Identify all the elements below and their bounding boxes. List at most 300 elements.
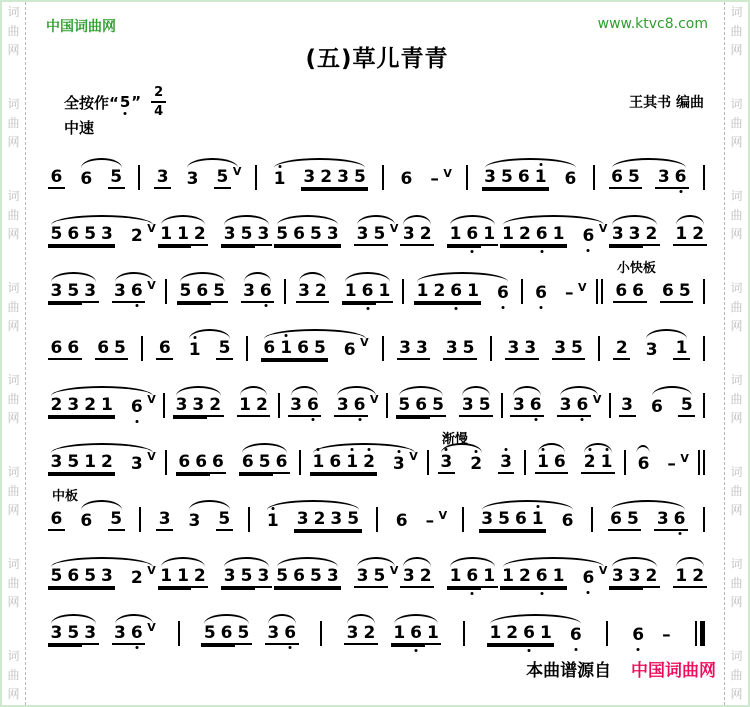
- slur-note-group: [609, 158, 689, 189]
- border-char-group: [2, 98, 25, 149]
- border-char: 曲: [730, 116, 743, 130]
- border-char-group: [2, 374, 25, 425]
- note: 3: [190, 395, 207, 417]
- measure: [264, 500, 361, 531]
- note: 3: [265, 623, 282, 645]
- second-underline: [532, 189, 549, 191]
- border-char: 网: [7, 43, 20, 57]
- measure: [48, 215, 156, 246]
- second-underline: [344, 474, 361, 476]
- slur-note-group: [609, 557, 660, 588]
- measure: [173, 386, 270, 417]
- note: 6: [65, 566, 82, 588]
- border-char-group: [725, 650, 748, 701]
- note: 5: [371, 566, 388, 588]
- note: 5: [396, 395, 413, 417]
- border-char: 曲: [730, 208, 743, 222]
- breath-mark: V: [147, 279, 156, 292]
- slur-note-group: [274, 557, 341, 588]
- note-group: [635, 445, 689, 474]
- border-char: 词: [730, 189, 743, 203]
- note: 5: [351, 167, 368, 189]
- note: 5: [65, 281, 82, 303]
- breath-mark: V: [360, 336, 369, 349]
- second-underline: [221, 246, 238, 248]
- second-underline: [201, 645, 218, 647]
- second-underline: [500, 246, 517, 248]
- tuning-note: 5: [119, 93, 131, 111]
- note: 6: [580, 568, 597, 588]
- note: 1: [175, 224, 192, 246]
- border-char: 曲: [730, 300, 743, 314]
- border-char: 曲: [7, 576, 20, 590]
- border-char-group: [2, 558, 25, 609]
- second-underline: [301, 189, 318, 191]
- note: 2: [191, 566, 208, 588]
- note: 5: [48, 224, 65, 246]
- measure: [396, 386, 493, 417]
- border-char: 词: [730, 281, 743, 295]
- note: 6: [512, 509, 529, 531]
- second-underline: [82, 417, 99, 419]
- breath-mark: V: [680, 452, 689, 465]
- second-underline: [448, 303, 465, 305]
- note: 5: [82, 566, 99, 588]
- decorative-border-left: [2, 2, 26, 705]
- second-underline: [311, 531, 328, 533]
- note: 6: [494, 283, 511, 303]
- note: 3: [65, 395, 82, 417]
- tempo-label: 小快板: [616, 261, 656, 276]
- barline: [178, 621, 180, 646]
- breath-mark: V: [592, 393, 602, 406]
- note: 2: [516, 224, 533, 246]
- note: 2: [48, 395, 65, 417]
- final-barline: [695, 621, 705, 646]
- note: 6: [261, 338, 278, 360]
- slur-note-group: [400, 215, 434, 246]
- slur-note-group: [48, 443, 156, 474]
- second-underline: [65, 303, 82, 305]
- barline: [163, 393, 165, 418]
- barline: [591, 507, 593, 532]
- measure: [533, 274, 587, 303]
- note: 3: [328, 509, 345, 531]
- note: 3: [655, 167, 672, 189]
- note-group: [48, 158, 65, 189]
- measure: [48, 272, 156, 303]
- barline: [703, 507, 705, 532]
- note: 2: [613, 338, 630, 360]
- measure: [613, 329, 690, 360]
- note: 6: [65, 224, 82, 246]
- note: 2: [312, 281, 329, 303]
- breath-mark: V: [598, 564, 608, 577]
- border-char: 网: [730, 227, 743, 241]
- breath-mark: V: [443, 167, 452, 180]
- second-underline: [48, 645, 65, 647]
- barline: [284, 279, 286, 304]
- second-underline: [408, 645, 425, 647]
- note: 5: [460, 338, 477, 360]
- measure: [397, 329, 477, 360]
- measure: [500, 557, 608, 588]
- note: 6: [533, 283, 550, 303]
- note: 6: [218, 623, 235, 645]
- note: 6: [273, 452, 290, 474]
- slur-note-group: [310, 443, 418, 474]
- measure: [310, 443, 418, 474]
- border-char: 词: [730, 5, 743, 19]
- note-group: [613, 272, 647, 303]
- dash-note: –: [430, 169, 439, 189]
- slur-note-group: [479, 500, 576, 531]
- border-char: 网: [730, 43, 743, 57]
- breath-mark: V: [409, 450, 418, 463]
- barline: [139, 507, 141, 532]
- time-signature: [151, 86, 166, 118]
- border-char-group: [725, 466, 748, 517]
- note: 3: [400, 224, 417, 246]
- measure: [505, 329, 585, 360]
- second-underline: [193, 474, 210, 476]
- second-underline: [175, 588, 192, 590]
- measure: [482, 158, 579, 189]
- border-char: 词: [730, 465, 743, 479]
- measure: [609, 158, 689, 189]
- score: [46, 141, 708, 645]
- note: 3: [186, 169, 199, 189]
- second-underline: [82, 588, 99, 590]
- note: 3: [188, 511, 201, 531]
- note: 6: [257, 281, 274, 303]
- measure: [609, 215, 706, 246]
- note: 1: [264, 511, 281, 531]
- barline: [376, 507, 378, 532]
- measure: [201, 614, 298, 645]
- measure: [400, 557, 497, 588]
- second-underline: [550, 246, 567, 248]
- note: 3: [344, 623, 361, 645]
- slur-note-group: [48, 272, 99, 303]
- measure: [177, 272, 274, 303]
- note: 3: [482, 167, 499, 189]
- second-underline: [465, 303, 482, 305]
- dash-note: –: [425, 511, 435, 531]
- barline: [382, 336, 384, 361]
- note: 6: [551, 452, 568, 474]
- border-char-group: [2, 650, 25, 701]
- note: 5: [108, 167, 125, 189]
- slur-note-group: [673, 215, 707, 246]
- note: 2: [417, 566, 434, 588]
- breath-mark: V: [147, 564, 156, 577]
- note: 6: [464, 224, 481, 246]
- second-underline: [521, 645, 538, 647]
- note: 5: [216, 338, 233, 360]
- note: 1: [82, 452, 99, 474]
- measure: [414, 272, 511, 303]
- second-underline: [324, 588, 341, 590]
- note: 3: [48, 623, 65, 645]
- second-underline: [464, 246, 481, 248]
- note: 3: [390, 454, 407, 474]
- measure: [344, 614, 441, 645]
- border-char: 网: [730, 595, 743, 609]
- barline: [299, 450, 301, 475]
- border-char: 词: [730, 649, 743, 663]
- double-barline: [596, 279, 603, 304]
- note: 3: [552, 338, 569, 360]
- border-char: 曲: [7, 208, 20, 222]
- second-underline: [190, 417, 207, 419]
- note: 1: [673, 338, 690, 360]
- barline: [141, 336, 143, 361]
- breath-mark: V: [577, 281, 587, 294]
- second-underline: [496, 531, 513, 533]
- barline: [320, 621, 322, 646]
- second-underline: [310, 474, 327, 476]
- border-char-group: [725, 282, 748, 333]
- site-name-link[interactable]: 中国词曲网: [46, 19, 116, 35]
- note: 2: [318, 167, 335, 189]
- border-char: 曲: [7, 116, 20, 130]
- second-underline: [479, 531, 496, 533]
- second-underline: [318, 189, 335, 191]
- second-underline: [65, 474, 82, 476]
- measure: [261, 329, 369, 360]
- score-line: [48, 611, 706, 645]
- note: 6: [464, 566, 481, 588]
- slur-note-group: [221, 215, 272, 246]
- note: 6: [448, 281, 465, 303]
- score-line: [48, 383, 706, 417]
- second-underline: [327, 474, 344, 476]
- measure: [288, 386, 379, 417]
- note-group: [498, 443, 515, 474]
- note: 1: [425, 623, 442, 645]
- second-underline: [65, 246, 82, 248]
- second-underline: [278, 360, 295, 362]
- second-underline: [413, 417, 430, 419]
- note: 6: [580, 226, 597, 246]
- barline: [382, 165, 384, 190]
- second-underline: [516, 246, 533, 248]
- note: 6: [128, 281, 145, 303]
- border-char: 网: [730, 411, 743, 425]
- barline: [624, 450, 626, 475]
- note: 3: [255, 224, 272, 246]
- second-underline: [99, 474, 116, 476]
- note-group: [552, 329, 586, 360]
- slur-note-group: [48, 215, 156, 246]
- slur-note-group: [239, 443, 290, 474]
- second-underline: [65, 588, 82, 590]
- second-underline: [99, 417, 116, 419]
- border-char: 词: [730, 373, 743, 387]
- note-group: [397, 329, 431, 360]
- tuning-prefix: 全按作“: [64, 93, 119, 112]
- slur-note-group: [438, 443, 485, 474]
- measure: [487, 614, 584, 645]
- second-underline: [256, 474, 273, 476]
- measure: [154, 158, 241, 189]
- slur-note-group: [186, 329, 233, 360]
- second-underline: [335, 189, 352, 191]
- note: 3: [443, 338, 460, 360]
- note: 6: [630, 281, 647, 303]
- breath-mark: V: [438, 509, 448, 522]
- border-char: 词: [7, 373, 20, 387]
- slur-note-group: [264, 500, 361, 531]
- note: 6: [630, 625, 647, 645]
- score-line: [48, 155, 706, 189]
- second-underline: [529, 531, 546, 533]
- breath-mark: V: [598, 222, 608, 235]
- slur-note-group: [158, 557, 209, 588]
- note: 6: [561, 511, 574, 531]
- border-char: 曲: [7, 24, 20, 38]
- barline: [703, 165, 705, 190]
- barline: [501, 393, 503, 418]
- note-group: [393, 502, 447, 531]
- note: 3: [459, 395, 476, 417]
- tuning-instruction: [64, 86, 166, 118]
- second-underline: [99, 588, 116, 590]
- second-underline: [158, 588, 175, 590]
- border-char-group: [725, 190, 748, 241]
- note: 3: [413, 338, 430, 360]
- note-group: [630, 616, 673, 645]
- note: 1: [529, 509, 546, 531]
- note: 3: [288, 395, 305, 417]
- note: 1: [550, 224, 567, 246]
- breath-mark: V: [370, 393, 379, 406]
- measure: [48, 329, 128, 360]
- tempo-label: 渐慢: [441, 432, 468, 447]
- note: 1: [447, 224, 464, 246]
- slur-note-group: [48, 386, 156, 417]
- slur-note-group: [201, 614, 252, 645]
- note: 1: [500, 566, 517, 588]
- barline: [165, 279, 167, 304]
- note: 3: [112, 623, 129, 645]
- note: 6: [408, 623, 425, 645]
- border-char-group: [2, 6, 25, 57]
- slur-note-group: [158, 215, 209, 246]
- site-url-link[interactable]: www.ktvc8.com: [597, 16, 708, 32]
- note: 3: [48, 281, 65, 303]
- barline: [255, 165, 257, 190]
- border-char: 词: [7, 189, 20, 203]
- note: 3: [609, 566, 626, 588]
- second-underline: [294, 531, 311, 533]
- note: 6: [343, 340, 356, 360]
- note: 6: [48, 509, 65, 531]
- border-char-group: [2, 282, 25, 333]
- breath-mark: V: [232, 165, 242, 178]
- note: 3: [438, 452, 455, 474]
- second-underline: [175, 246, 192, 248]
- border-char: 词: [730, 557, 743, 571]
- slur-note-group: [184, 158, 241, 189]
- border-char: 网: [7, 135, 20, 149]
- slur-note-group: [447, 557, 498, 588]
- note: 3: [99, 224, 116, 246]
- breath-mark: V: [147, 222, 156, 235]
- note: 2: [468, 454, 485, 474]
- note: 6: [359, 281, 376, 303]
- border-char: 词: [7, 97, 20, 111]
- second-underline: [307, 588, 324, 590]
- slur-note-group: [112, 614, 156, 645]
- border-char: 网: [730, 687, 743, 701]
- note: 1: [158, 224, 175, 246]
- slur-note-group: [112, 272, 156, 303]
- second-underline: [82, 474, 99, 476]
- dash-note: –: [662, 625, 671, 645]
- slur-note-group: [221, 557, 272, 588]
- border-char: 曲: [730, 576, 743, 590]
- note-group: [613, 329, 630, 360]
- note: 6: [660, 281, 677, 303]
- second-underline: [291, 246, 308, 248]
- slur-note-group: [241, 272, 275, 303]
- note: 2: [130, 226, 143, 246]
- note: 3: [48, 452, 65, 474]
- second-underline: [99, 246, 116, 248]
- note-group: [156, 329, 173, 360]
- slur-note-group: [459, 386, 493, 417]
- breath-mark: V: [147, 393, 156, 406]
- note: 3: [510, 395, 527, 417]
- page-title: (五)草儿青青: [305, 46, 449, 72]
- second-underline: [48, 474, 65, 476]
- border-char: 网: [7, 319, 20, 333]
- note: 3: [173, 395, 190, 417]
- second-underline: [65, 417, 82, 419]
- slur-note-group: [265, 614, 299, 645]
- note: 1: [237, 395, 254, 417]
- second-underline: [626, 246, 643, 248]
- note: 5: [371, 224, 388, 246]
- breath-mark: V: [389, 222, 399, 235]
- note: 6: [128, 397, 145, 417]
- footer-site-link[interactable]: 中国词曲网: [631, 661, 716, 681]
- note: 6: [651, 397, 663, 417]
- barline: [521, 279, 523, 304]
- note-group: [505, 329, 539, 360]
- note: 3: [645, 340, 658, 360]
- slur-note-group: [48, 557, 156, 588]
- second-underline: [464, 588, 481, 590]
- second-underline: [499, 189, 516, 191]
- second-underline: [359, 303, 376, 305]
- note: 5: [496, 509, 513, 531]
- measure: [48, 489, 125, 531]
- note: 5: [238, 566, 255, 588]
- slur-note-group: [649, 386, 696, 417]
- note: 1: [550, 566, 567, 588]
- slur-note-group: [510, 386, 544, 417]
- note: 3: [400, 566, 417, 588]
- note: 5: [274, 224, 291, 246]
- second-underline: [238, 246, 255, 248]
- note: 6: [533, 224, 550, 246]
- second-underline: [342, 303, 359, 305]
- measure: [500, 215, 608, 246]
- measure: [156, 329, 233, 360]
